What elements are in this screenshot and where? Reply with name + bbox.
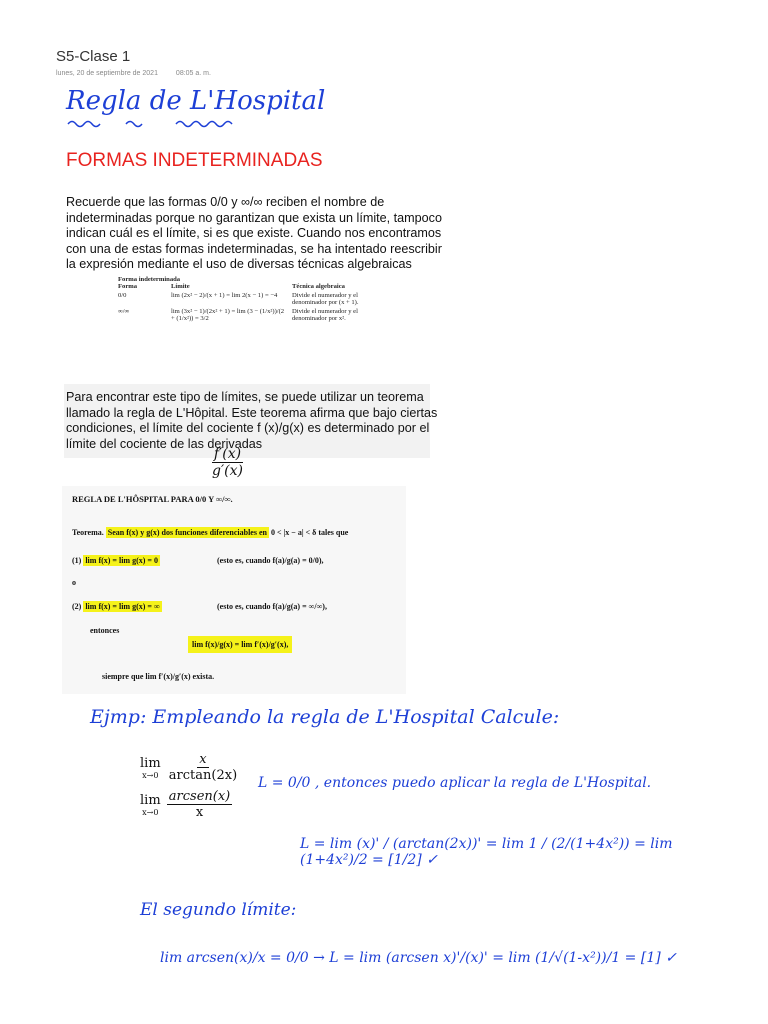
date-label: lunes, 20 de septiembre de 2021	[56, 70, 158, 77]
condition-number: (2)	[72, 602, 82, 611]
lim-subscript: x→0	[142, 770, 159, 780]
table-header: Límite	[171, 283, 190, 290]
time-label: 08:05 a. m.	[175, 70, 211, 77]
table-cell: 0/0	[118, 292, 127, 299]
indeterminate-forms-table	[118, 276, 388, 324]
underline-squiggle-icon	[66, 118, 256, 130]
existence-condition: siempre que lim f′(x)/g′(x) exista.	[102, 672, 215, 681]
main-result-text: lim f(x)/g(x) = lim f′(x)/g′(x),	[188, 636, 292, 653]
fraction-denominator: arctan(2x)	[168, 768, 238, 783]
theorem-label: Teorema.	[72, 528, 104, 537]
table-cell: Divide el numerador y el denominador por (x + 1).	[292, 292, 359, 306]
equation-1	[140, 752, 239, 783]
condition-limit: lim f(x) = lim g(x) = 0	[85, 556, 158, 565]
lhopital-paragraph: Para encontrar este tipo de límites, se puede utilizar un teorema llamado la regla de L'Hôpital. Este teorema afirma que bajo ciertas condiciones, el límite del cociente f (x)/g(x) es determinado por el límite del cociente de las derivadas	[66, 390, 438, 451]
fraction-denominator: x	[195, 805, 204, 820]
table-cell: lim (2x² − 2)/(x + 1) = lim 2(x − 1) = −4	[171, 292, 278, 299]
condition-2	[72, 602, 162, 611]
handwritten-solution-2: lim arcsen(x)/x = 0/0 → L = lim (arcsen x)'/(x)' = lim (1/√(1-x²))/1 = [1] ✓	[160, 950, 677, 966]
theorem-box	[62, 486, 406, 694]
fraction-numerator: x	[199, 752, 207, 767]
table-header-row	[118, 283, 388, 292]
lim-subscript: x→0	[142, 807, 159, 817]
fraction-denominator: g′(x)	[212, 463, 243, 479]
main-result	[188, 640, 292, 649]
or-label: o	[72, 578, 76, 587]
condition-limit: lim f(x) = lim g(x) = ∞	[85, 602, 160, 611]
then-label: entonces	[90, 626, 120, 635]
handwritten-solution-1: L = lim (x)' / (arctan(2x))' = lim 1 / (2/(1+4x²)) = lim (1+4x²)/2 = [1/2] ✓	[300, 836, 673, 868]
page-title: S5-Clase 1	[56, 48, 131, 65]
section-heading: FORMAS INDETERMINADAS	[66, 150, 323, 171]
limit-equations	[140, 752, 239, 820]
table-caption: Forma indeterminada	[118, 276, 181, 283]
lim-label: lim	[140, 792, 161, 808]
theorem-title: REGLA DE L'HÔSPITAL PARA 0/0 Y ∞/∞.	[72, 494, 233, 504]
theorem-hypothesis: Sean f(x) y g(x) dos funciones diferenciables en	[107, 528, 267, 537]
example-heading: Ejmp: Empleando la regla de L'Hospital Calcule:	[90, 706, 560, 728]
fraction-numerator: arcsen(x)	[168, 789, 231, 804]
second-limit-heading: El segundo límite:	[140, 900, 297, 920]
condition-1	[72, 556, 160, 565]
intro-paragraph: Recuerde que las formas 0/0 y ∞/∞ reciben el nombre de indeterminadas porque no garantizan que exista un límite, tampoco indican cuál es el límite, si es que existe. Cuando nos encontramos con una de estas formas indeterminadas, se ha intentado reescribir la expresión mediante el uso de diversas técnicas algebraicas	[66, 195, 442, 271]
lim-label: lim	[140, 755, 161, 771]
theorem-condition: 0 < |x − a| < δ tales que	[270, 528, 349, 537]
derivative-fraction	[210, 446, 245, 479]
table-row	[118, 308, 388, 324]
table-row	[118, 292, 388, 308]
table-header: Técnica algebraica	[292, 283, 345, 290]
handwritten-title: Regla de L'Hospital	[66, 86, 326, 116]
table-header: Forma	[118, 283, 138, 290]
table-cell: Divide el numerador y el denominador por x².	[292, 308, 358, 322]
condition-number: (1)	[72, 556, 82, 565]
equation-2	[140, 789, 239, 820]
timestamp	[56, 70, 227, 77]
fraction-numerator: f′(x)	[213, 446, 242, 462]
theorem-statement	[72, 528, 348, 537]
table-cell: lim (3x² − 1)/(2x² + 1) = lim (3 − (1/x²))/(2 + (1/x²)) = 3/2	[171, 308, 285, 322]
table-cell: ∞/∞	[118, 308, 130, 315]
condition-note: (esto es, cuando f(a)/g(a) = 0/0),	[217, 556, 324, 565]
handwritten-note: L = 0/0 , entonces puedo aplicar la regla de L'Hospital.	[258, 775, 652, 791]
condition-note: (esto es, cuando f(a)/g(a) = ∞/∞),	[217, 602, 327, 611]
